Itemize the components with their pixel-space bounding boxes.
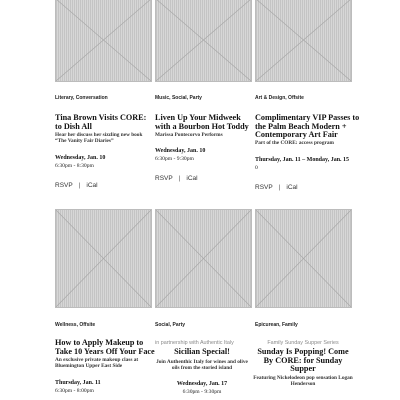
event-category: Literary, Conversation: [55, 95, 108, 101]
event-category: Art & Design, Offsite: [255, 95, 304, 101]
event-title[interactable]: Sicilian Special!: [174, 347, 230, 356]
event-subtitle: Marissa Pontecorvo Performs: [155, 132, 223, 138]
event-category: Music, Social, Party: [155, 95, 202, 101]
event-date: Thursday, Jan. 11: [55, 380, 101, 386]
event-image[interactable]: [55, 209, 152, 308]
event-image[interactable]: [155, 0, 252, 82]
event-partner: in partnership with Authentic Italy: [155, 340, 234, 346]
event-image[interactable]: [55, 0, 152, 82]
event-title[interactable]: Tina Brown Visits CORE: to Dish All: [55, 113, 147, 131]
event-date: Wednesday, Jan. 10: [155, 148, 206, 154]
rsvp-link[interactable]: RSVP: [155, 175, 173, 182]
rsvp-link[interactable]: RSVP: [55, 182, 73, 189]
event-title[interactable]: Complimentary VIP Passes to the Palm Beach Modern + Contemporary Art Fair: [255, 113, 360, 140]
event-date: Wednesday, Jan. 17: [176, 381, 228, 387]
event-category: Epicurean, Family: [255, 322, 298, 328]
event-partner: Family Sunday Supper Series: [267, 340, 339, 346]
event-title[interactable]: How to Apply Makeup to Take 10 Years Off Your Face: [55, 338, 155, 356]
event-links: [255, 184, 298, 191]
event-title[interactable]: Liven Up Your Midweek with a Bourbon Hot Toddy: [155, 113, 249, 131]
link-separator: |: [178, 175, 181, 182]
event-image[interactable]: [155, 209, 252, 308]
rsvp-link[interactable]: RSVP: [255, 184, 273, 191]
event-category: Wellness, Offsite: [55, 322, 96, 328]
event-image[interactable]: [255, 209, 352, 308]
event-subtitle: Featuring Nickelodeon pop sensation Logan Henderson: [253, 375, 353, 387]
ical-link[interactable]: iCal: [286, 184, 298, 191]
event-date: Thursday, Jan. 11 – Monday, Jan. 15: [255, 157, 350, 163]
event-subtitle: Part of the CORE: access program: [255, 140, 334, 146]
link-separator: |: [278, 184, 281, 191]
event-subtitle: Hear her discuss her sizzling new book “The Vanity Fair Diaries”: [55, 132, 143, 144]
event-links: [155, 175, 198, 182]
event-category: Social, Party: [155, 322, 186, 328]
event-time: 6:30pm - 8:00pm: [55, 388, 94, 394]
event-time: 6:30pm - 9:30pm: [182, 389, 222, 395]
ical-link[interactable]: iCal: [86, 182, 98, 189]
event-time: 0: [255, 165, 258, 171]
event-subtitle: An exclusive private makeup class at Bluemington Upper East Side: [55, 357, 139, 369]
event-title[interactable]: Sunday Is Popping! Come By CORE: for Sunday Supper: [257, 347, 349, 374]
event-date: Wednesday, Jan. 10: [55, 155, 106, 161]
link-separator: |: [78, 182, 81, 189]
ical-link[interactable]: iCal: [186, 175, 198, 182]
event-subtitle: Join Authenthic Italy for wines and olive oils from the storied island: [156, 359, 248, 371]
event-image[interactable]: [255, 0, 352, 82]
event-time: 6:30pm - 8:30pm: [55, 163, 94, 169]
event-time: 6:30pm - 9:30pm: [155, 156, 194, 162]
event-links: [55, 182, 98, 189]
